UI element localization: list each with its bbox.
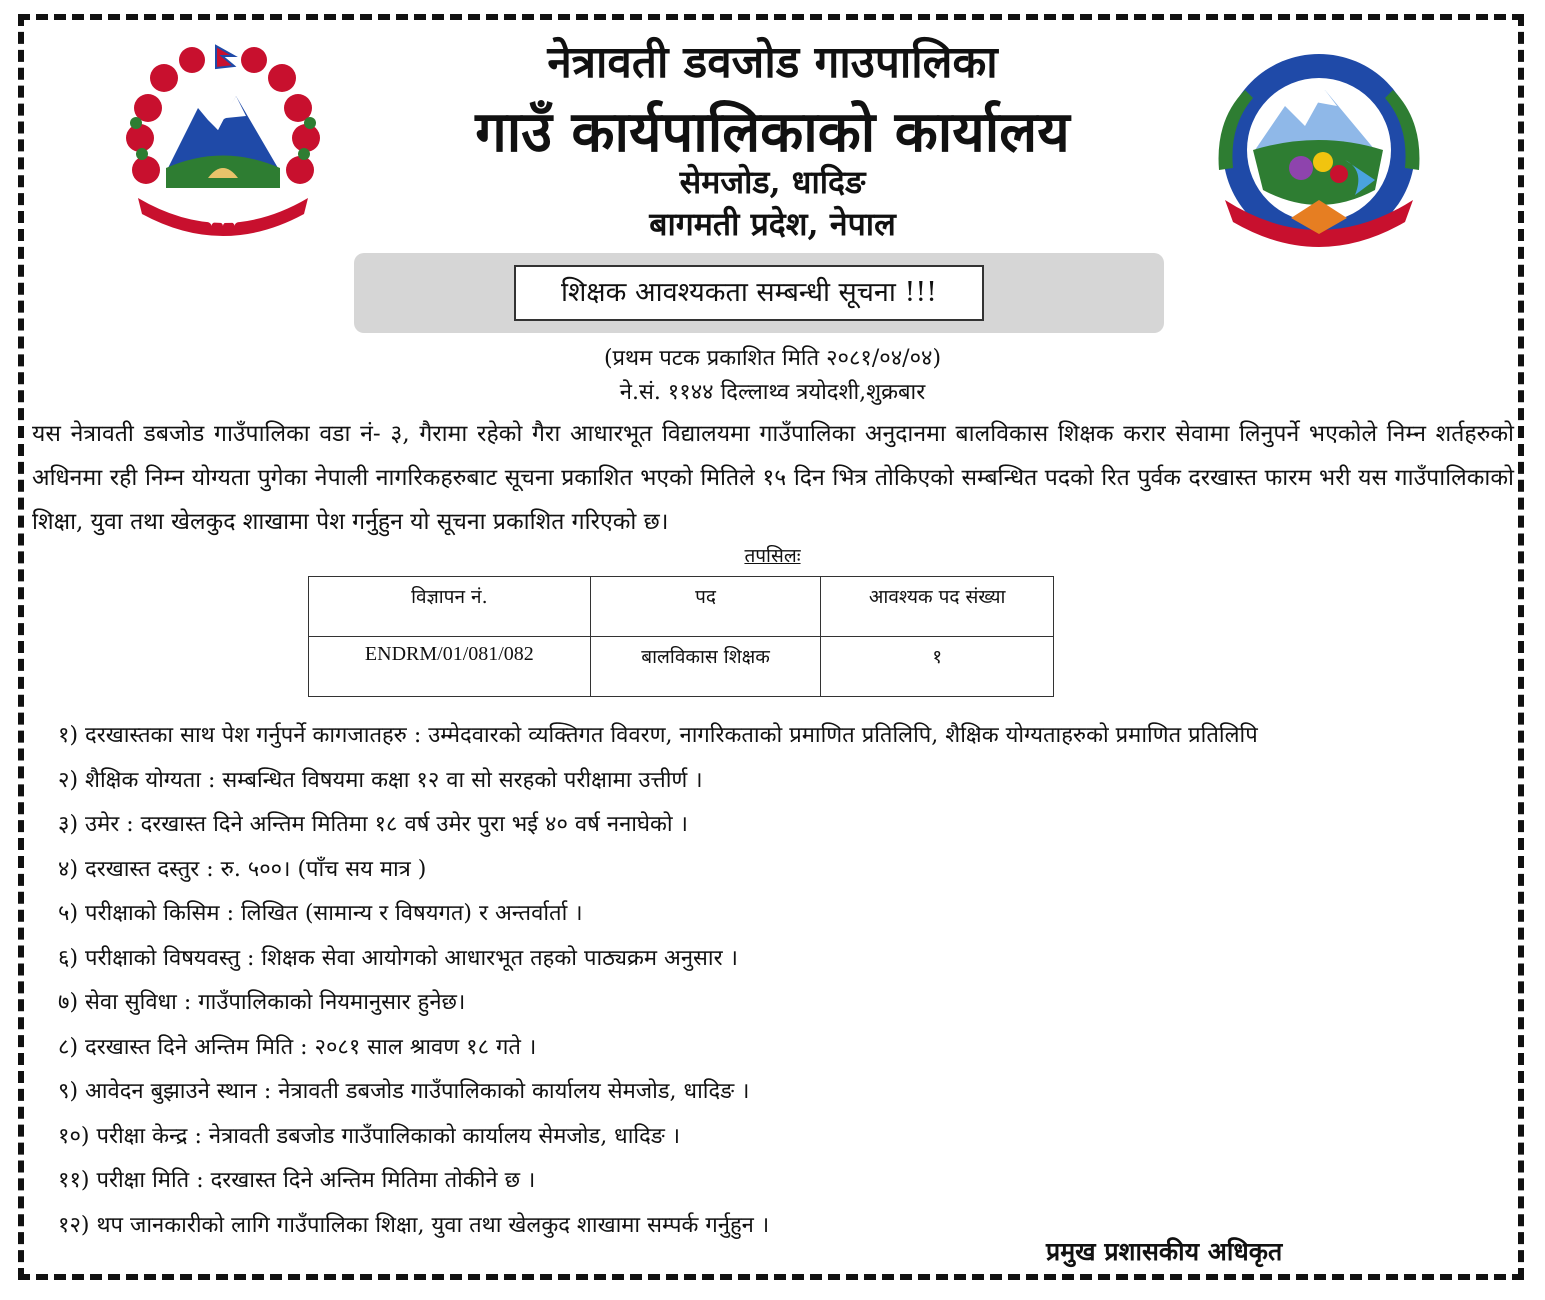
details-heading: तपसिलः (744, 545, 801, 567)
list-item: २) शैक्षिक योग्यता : सम्बन्धित विषयमा कक्षा १२ वा सो सरहको परीक्षामा उत्तीर्ण । (58, 767, 703, 793)
vacancy-table (308, 576, 1054, 697)
list-item: ४) दरखास्त दस्तुर : रु. ५००। (पाँच सय मात्र ) (58, 856, 427, 882)
conditions-list (58, 714, 1528, 1248)
svg-text:✦ ✦ ✦: ✦ ✦ ✦ (207, 218, 239, 229)
table-row (309, 637, 1054, 697)
municipality-name: नेत्रावती डवजोड गाउपालिका (547, 37, 998, 88)
list-item: १) दरखास्तका साथ पेश गर्नुपर्ने कागजातहरु : उम्मेदवारको व्यक्तिगत विवरण, नागरिकताको प्रमाणित प्रतिलिपि, शैक्षिक योग्यताहरुको प्रमाणित प्रतिलिपि (58, 723, 1258, 748)
list-item: ११) परीक्षा मिति : दरखास्त दिने अन्तिम मितिमा तोकीने छ । (58, 1168, 536, 1193)
signatory-title: प्रमुख प्रशासकीय अधिकृत (1046, 1237, 1283, 1266)
table-header-cell: पद (590, 577, 821, 637)
intro-paragraph: यस नेत्रावती डबजोड गाउँपालिका वडा नं- ३, गैरामा रहेको गैरा आधारभूत विद्यालयमा गाउँपालिका अनुदानमा बालविकास शिक्षक करार सेवामा लिनुपर्ने भएकोले निम्न शर्तहरुको अधिनमा रही निम्न योग्यता पुगेका नेपाली नागरिकहरुबाट सूचना प्रकाशित भएको मितिले १५ दिन भित्र तोकिएको सम्बन्धित पदको रित पुर्वक दरखास्त फारम भरी यस गाउँपालिकाको शिक्षा, युवा तथा खेलकुद शाखामा पेश गर्नुहुन यो सूचना प्रकाशित गरिएको छ। (32, 421, 1514, 535)
details-heading-wrap (0, 542, 1545, 568)
list-item: ६) परीक्षाको विषयवस्तु : शिक्षक सेवा आयोगको आधारभूत तहको पाठ्यक्रम अनुसार । (58, 945, 738, 971)
table-cell-advertisement-no: ENDRM/01/081/082 (309, 637, 591, 697)
notice-title: शिक्षक आवश्यकता सम्बन्धी सूचना !!! (514, 265, 984, 321)
list-item: ७) सेवा सुविधा : गाउँपालिकाको नियमानुसार हुनेछ। (58, 990, 466, 1015)
province-country: बागमती प्रदेश, नेपाल (649, 205, 896, 243)
table-header-row (309, 577, 1054, 637)
table-header-cell: आवश्यक पद संख्या (821, 577, 1054, 637)
office-location: सेमजोड, धादिङ (679, 163, 866, 201)
list-item: १०) परीक्षा केन्द्र : नेत्रावती डबजोड गाउँपालिकाको कार्यालय सेमजोड, धादिङ । (58, 1123, 681, 1149)
table-cell-count: १ (821, 637, 1054, 697)
list-item: ३) उमेर : दरखास्त दिने अन्तिम मितिमा १८ वर्ष उमेर पुरा भई ४० वर्ष ननाघेको । (58, 812, 688, 837)
table-header-cell: विज्ञापन नं. (309, 577, 591, 637)
list-item: १२) थप जानकारीको लागि गाउँपालिका शिक्षा, युवा तथा खेलकुद शाखामा सम्पर्क गर्नुहुन । (58, 1212, 770, 1238)
publication-date: (प्रथम पटक प्रकाशित मिति २०८१/०४/०४) (603, 346, 942, 371)
office-title: गाउँ कार्यपालिकाको कार्यालय (475, 99, 1070, 165)
list-item: ५) परीक्षाको किसिम : लिखित (सामान्य र विषयगत) र अन्तर्वार्ता । (58, 901, 583, 926)
nepal-sambat-date: ने.सं. ११४४ दिल्लाथ्व त्रयोदशी,शुक्रबार (619, 380, 926, 405)
list-item: ९) आवेदन बुझाउने स्थान : नेत्रावती डबजोड गाउँपालिकाको कार्यालय सेमजोड, धादिङ । (58, 1079, 750, 1104)
list-item: ८) दरखास्त दिने अन्तिम मिति : २०८१ साल श्रावण १८ गते । (58, 1034, 537, 1060)
table-cell-post: बालविकास शिक्षक (590, 637, 821, 697)
